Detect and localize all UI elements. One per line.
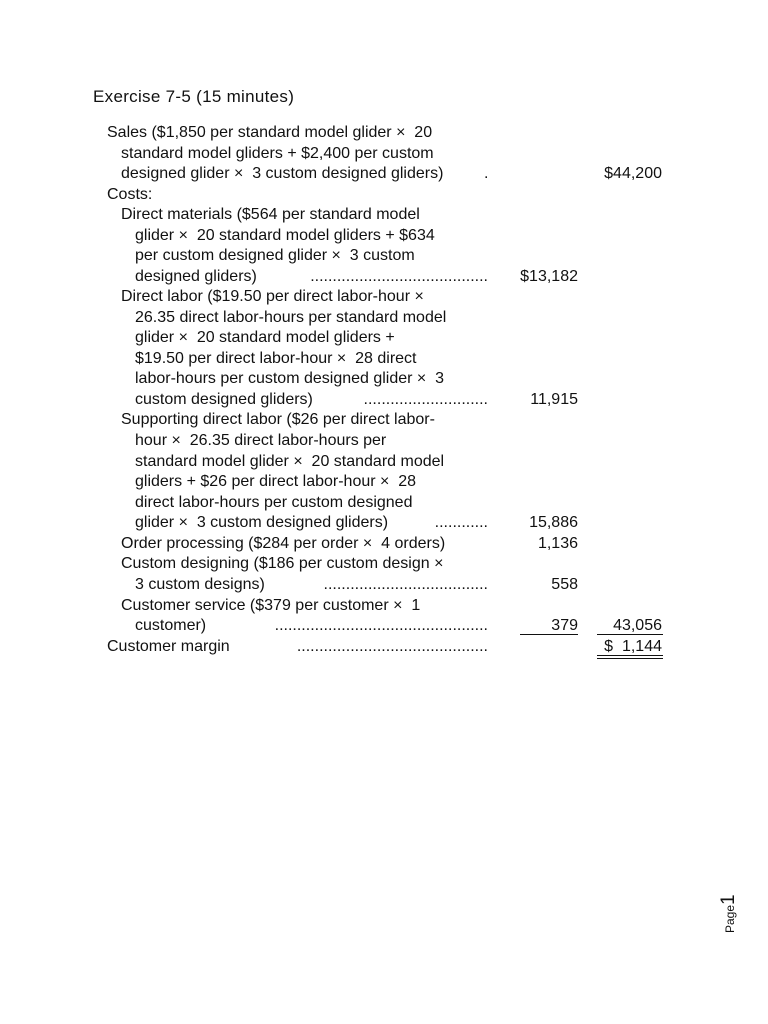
page-number: 1 [718,894,739,905]
direct-labor-line-6 [0,390,768,410]
total-costs-amount: 43,056 [613,617,662,634]
direct-materials-line-3 [0,246,768,266]
direct-labor-line-4 [0,349,768,369]
costs-line [0,185,768,205]
leader-dots: ........................................... [296,638,488,655]
leader-dots: ............ [434,514,488,531]
customer-service-text: customer) [135,617,207,634]
direct-labor-text: Direct labor ($19.50 per direct labor-hour × [121,288,424,305]
costs-label: Costs: [107,186,153,203]
direct-labor-line-5 [0,369,768,389]
direct-materials-line-1 [0,205,768,225]
supporting-labor-text: Supporting direct labor ($26 per direct labor- [121,411,435,428]
custom-designing-text: 3 custom designs) [135,576,265,593]
supporting-labor-line-4 [0,472,768,492]
direct-materials-line-2 [0,226,768,246]
supporting-labor-line-1 [0,410,768,430]
supporting-labor-text: standard model glider × 20 standard model [135,453,445,470]
custom-designing-line-1 [0,554,768,574]
supporting-labor-line-5 [0,493,768,513]
underline-single [520,634,578,635]
custom-designing-amount: 558 [551,576,578,593]
direct-materials-text: per custom designed glider × 3 custom [135,247,415,264]
supporting-labor-line-2 [0,431,768,451]
sales-text: designed glider × 3 custom designed gliders) [121,165,444,182]
double-underline-bottom [597,658,663,659]
custom-designing-text: Custom designing ($186 per custom design × [121,555,444,572]
customer-margin-amount: $ 1,144 [604,638,662,655]
exercise-title: Exercise 7-5 (15 minutes) [93,87,295,106]
customer-service-line-1 [0,596,768,616]
leader-dots: ..................................... [323,576,488,593]
direct-labor-text: 26.35 direct labor-hours per standard model [135,309,447,326]
order-processing-text: Order processing ($284 per order × 4 orders) [121,535,446,552]
customer-service-text: Customer service ($379 per customer × 1 [121,597,421,614]
direct-materials-text: designed gliders) [135,268,257,285]
order-processing-amount: 1,136 [537,535,578,552]
direct-labor-text: custom designed gliders) [135,391,313,408]
leader-dots: ............................ [363,391,488,408]
supporting-labor-text: gliders + $26 per direct labor-hour × 28 [135,473,417,490]
direct-labor-text: glider × 20 standard model gliders + [135,329,395,346]
supporting-labor-line-6 [0,513,768,533]
customer-service-line-2 [0,616,768,636]
customer-service-amount: 379 [551,617,578,634]
direct-materials-amount: $13,182 [520,268,578,285]
page-number-mark [712,887,742,937]
sales-line-2 [0,144,768,164]
sales-text: standard model gliders + $2,400 per custom [121,145,434,162]
supporting-labor-line-3 [0,452,768,472]
leader-dots: ................................................ [274,617,488,634]
sales-amount: $44,200 [604,165,662,182]
sales-text: Sales ($1,850 per standard model glider × 20 [107,124,433,141]
underline-single [597,634,663,635]
supporting-labor-text: glider × 3 custom designed gliders) [135,514,389,531]
double-underline-top [597,655,663,656]
direct-labor-line-1 [0,287,768,307]
sales-line-3 [0,164,768,184]
order-processing-line [0,534,768,554]
direct-labor-text: labor-hours per custom designed glider × 3 [135,370,445,387]
supporting-labor-text: hour × 26.35 direct labor-hours per [135,432,387,449]
direct-materials-text: Direct materials ($564 per standard model [121,206,420,223]
supporting-labor-amount: 15,886 [529,514,578,531]
supporting-labor-text: direct labor-hours per custom designed [135,494,413,511]
sales-line-1 [0,123,768,143]
custom-designing-line-2 [0,575,768,595]
leader-dots: . [484,165,489,182]
page-label: Page [723,904,737,933]
customer-margin-label: Customer margin [107,638,230,655]
direct-materials-text: glider × 20 standard model gliders + $634 [135,227,435,244]
page-number-rotated [718,894,740,933]
direct-labor-text: $19.50 per direct labor-hour × 28 direct [135,350,417,367]
customer-margin-line [0,637,768,657]
direct-labor-line-3 [0,328,768,348]
direct-labor-amount: 11,915 [530,391,578,408]
leader-dots: ........................................ [310,268,488,285]
direct-labor-line-2 [0,308,768,328]
direct-materials-line-4 [0,267,768,287]
